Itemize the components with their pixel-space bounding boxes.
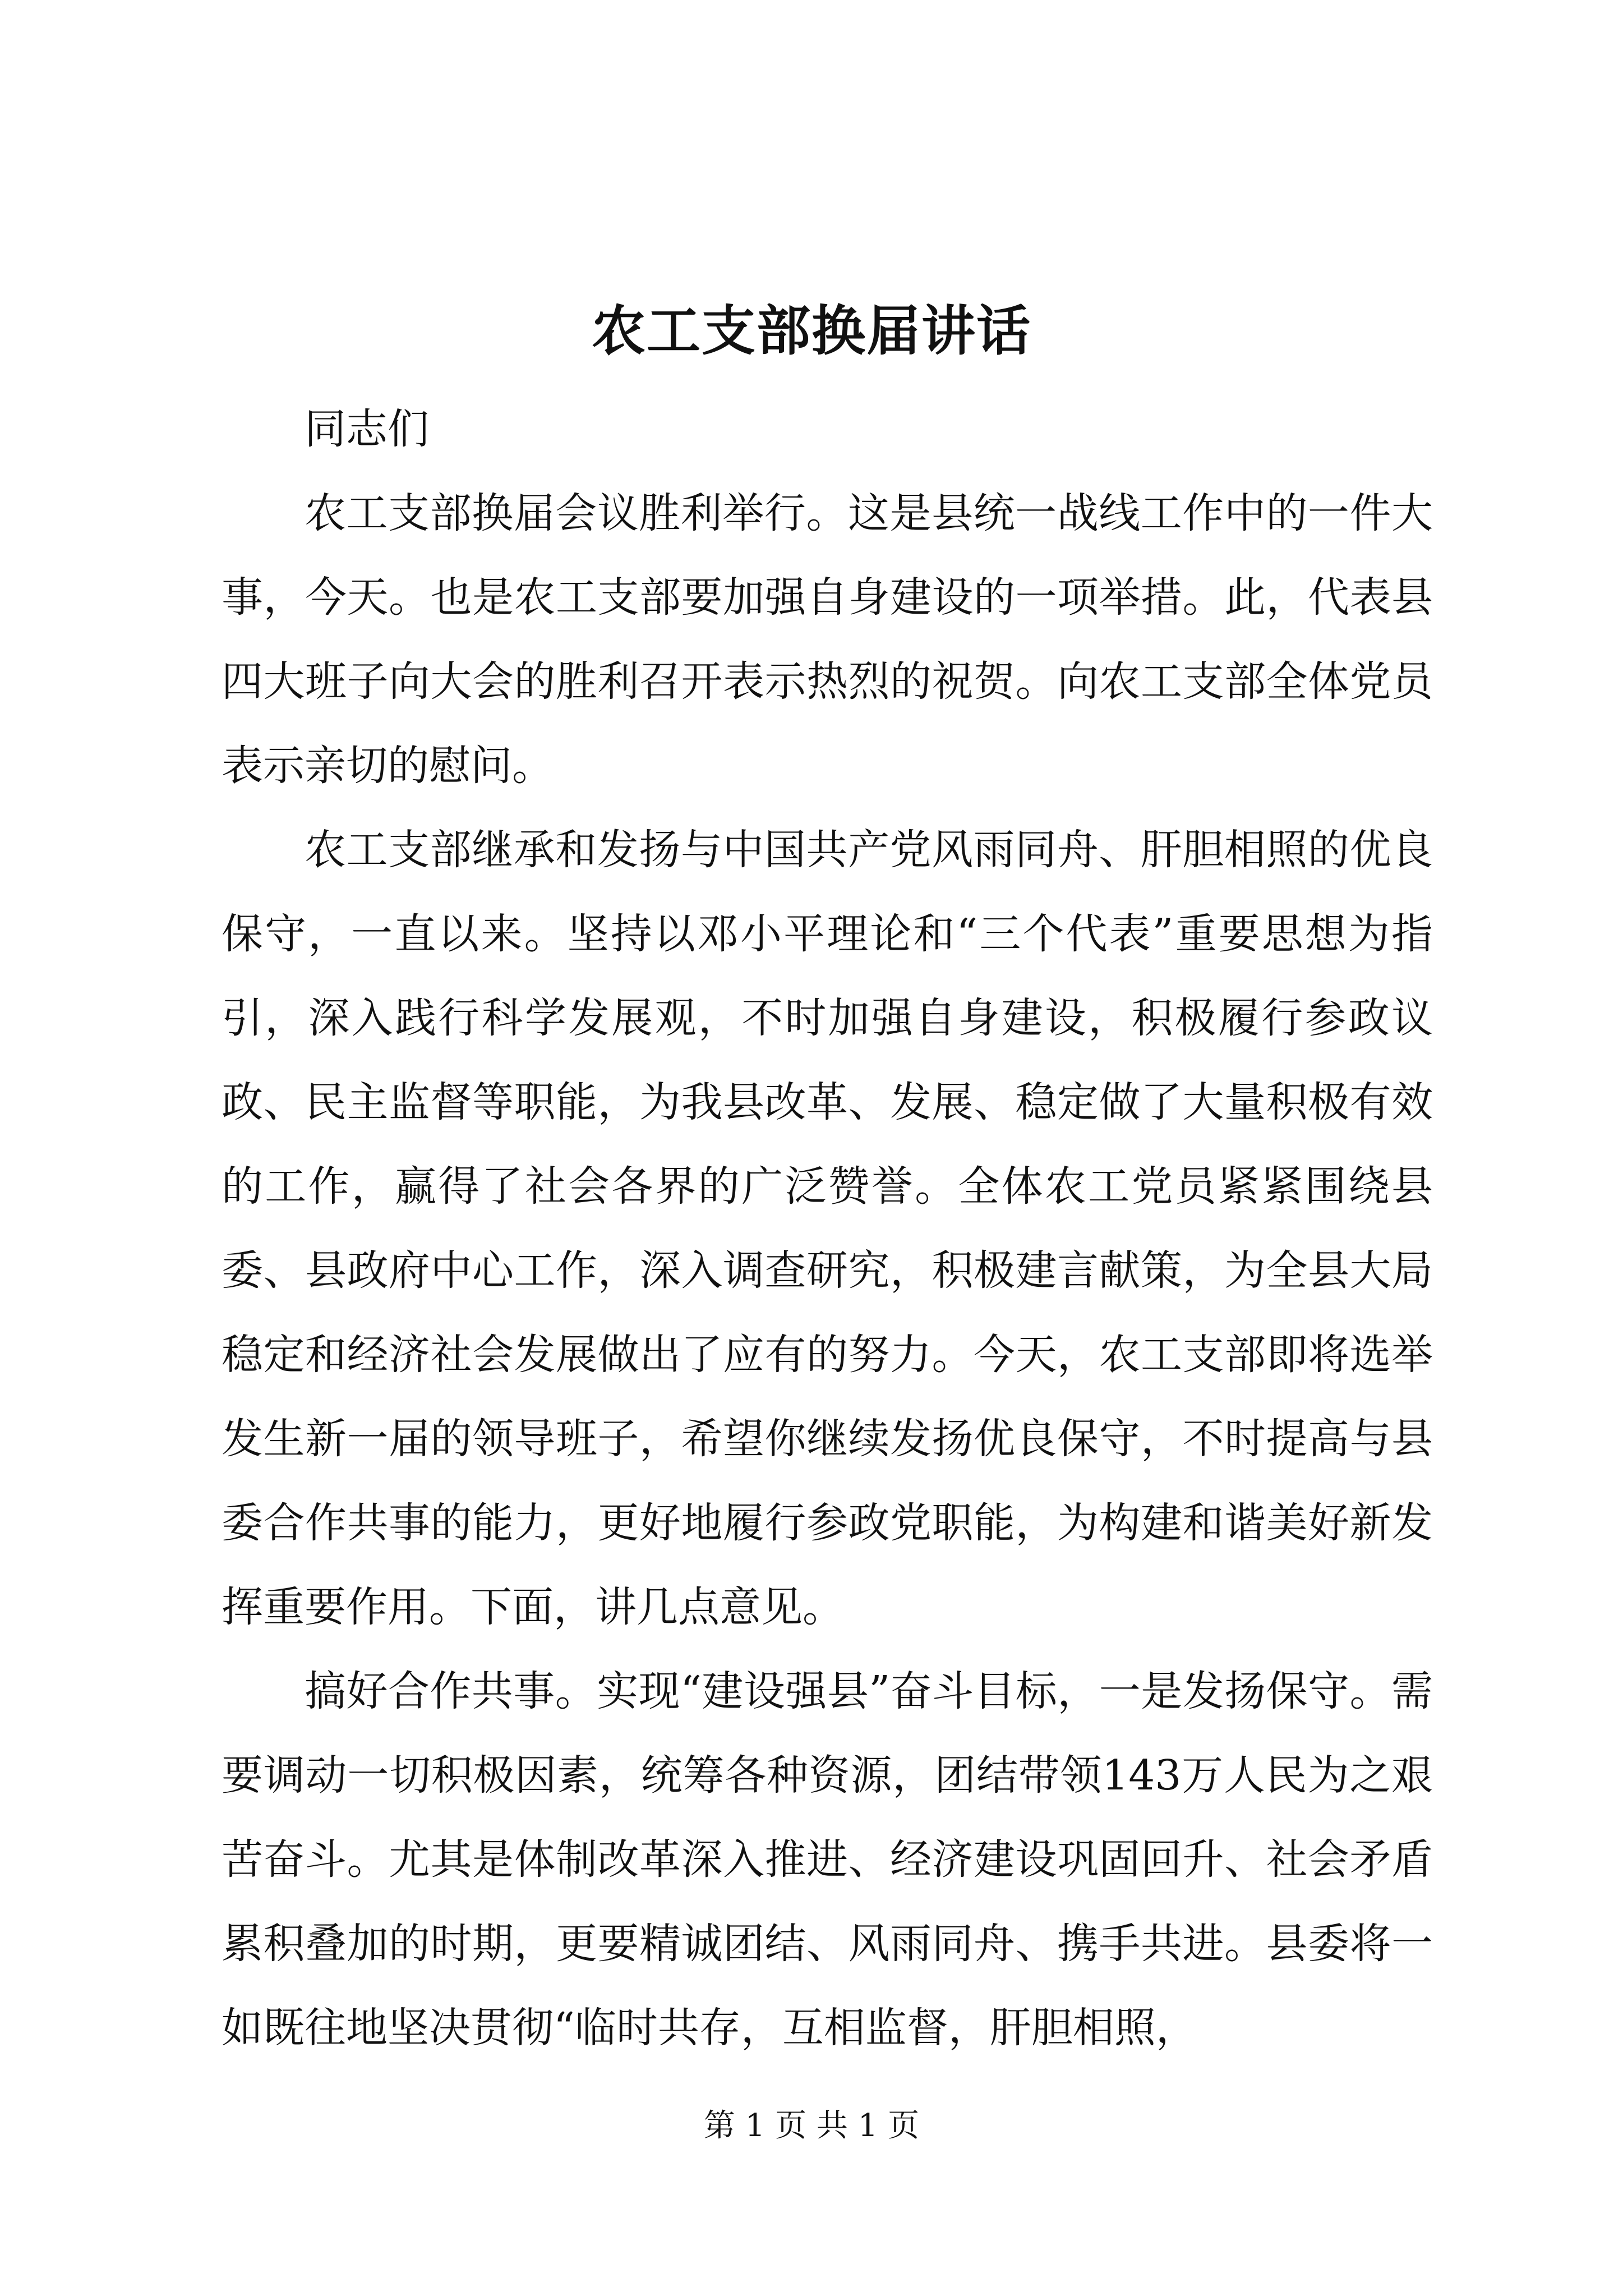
page-footer: 第 1 页 共 1 页 <box>703 2108 920 2144</box>
paragraph-1: 农工支部换届会议胜利举行。这是县统一战线工作中的一件大事，今天。也是农工支部要加强自身建设的一项举措。此，代表县四大班子向大会的胜利召开表示热烈的祝贺。向农工支部全体党员表示亲切的慰问。 <box>222 489 1433 790</box>
document-title: 农工支部换届讲话 <box>592 299 1031 362</box>
document-body <box>222 387 1433 2070</box>
salutation: 同志们 <box>305 405 429 453</box>
paragraph-2: 农工支部继承和发扬与中国共产党风雨同舟、肝胆相照的优良保守，一直以来。坚持以邓小平理论和“三个代表”重要思想为指引，深入践行科学发展观，不时加强自身建设，积极履行参政议政、民主监督等职能，为我县改革、发展、稳定做了大量积极有效的工作，赢得了社会各界的广泛赞誉。全体农工党员紧紧围绕县委、县政府中心工作，深入调查研究，积极建言献策，为全县大局稳定和经济社会发展做出了应有的努力。今天，农工支部即将选举发生新一届的领导班子，希望你继续发扬优良保守，不时提高与县委合作共事的能力，更好地履行参政党职能，为构建和谐美好新发挥重要作用。下面，讲几点意见。 <box>222 826 1433 1631</box>
paragraph-3: 搞好合作共事。实现“建设强县”奋斗目标，一是发扬保守。需要调动一切积极因素，统筹各种资源，团结带领143万人民为之艰苦奋斗。尤其是体制改革深入推进、经济建设巩固回升、社会矛盾累积叠加的时期，更要精诚团结、风雨同舟、携手共进。县委将一如既往地坚决贯彻“临时共存，互相监督，肝胆相照， <box>222 1667 1433 2052</box>
